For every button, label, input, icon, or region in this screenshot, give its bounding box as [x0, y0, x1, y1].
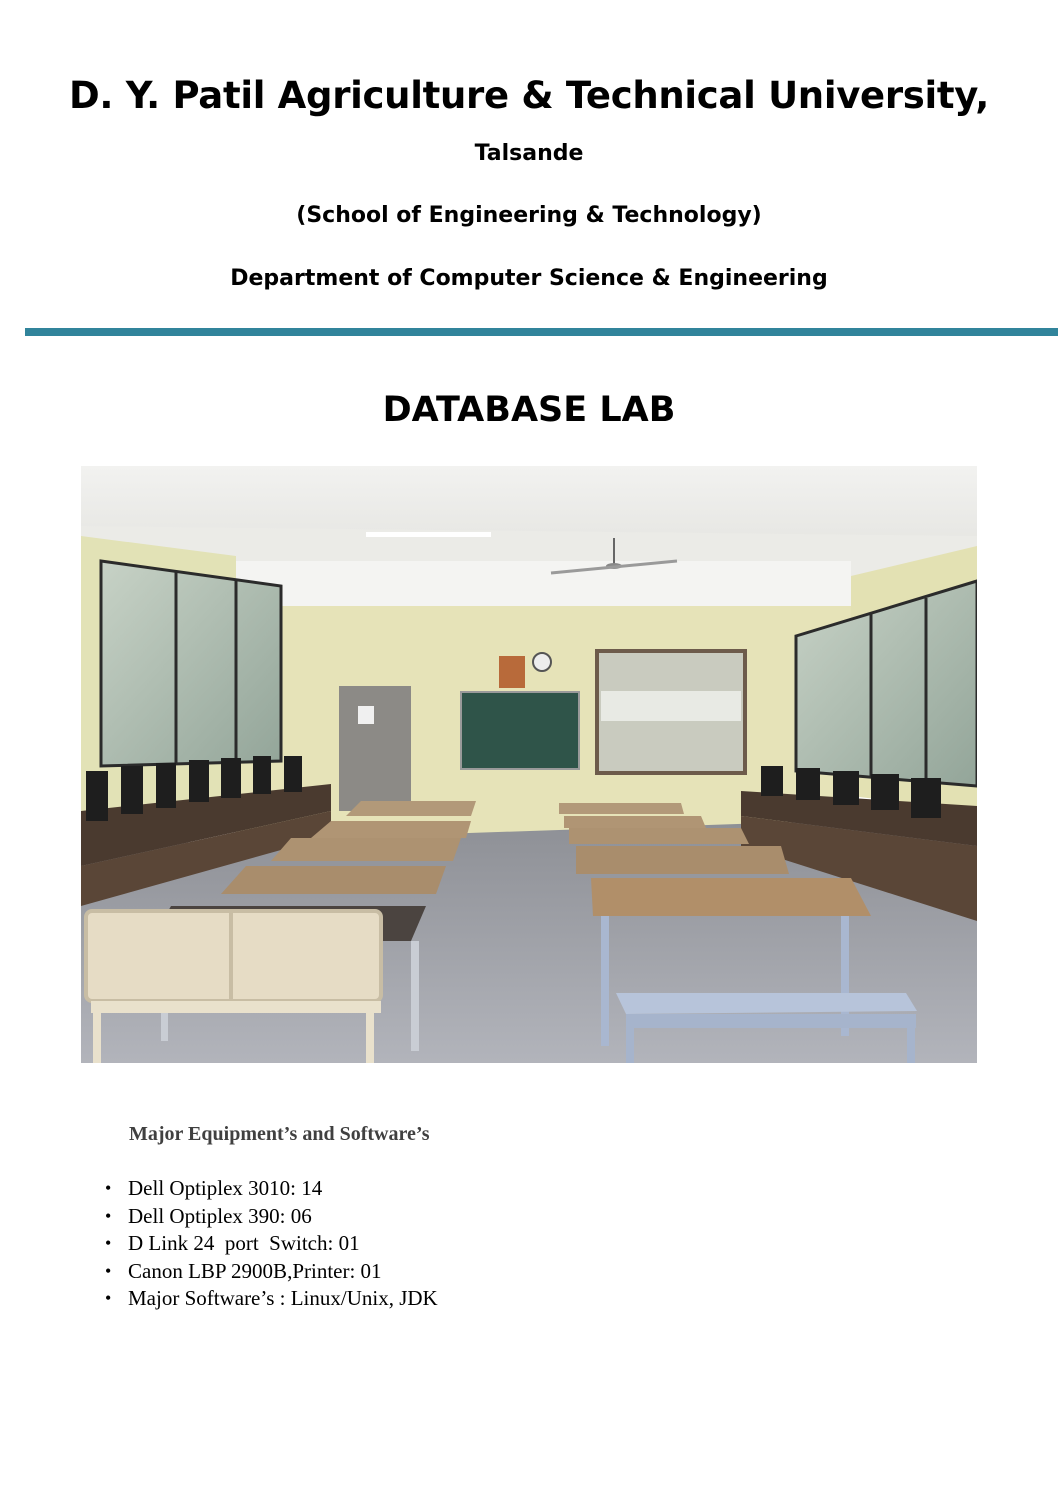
lab-title: DATABASE LAB: [382, 390, 676, 430]
equipment-list: [105, 1175, 438, 1313]
list-item: [105, 1285, 438, 1313]
location-name: Talsande: [474, 141, 584, 166]
equipment-item-text: D Link 24 port Switch: 01: [128, 1231, 360, 1255]
bullet-icon: •: [105, 1260, 112, 1281]
bullet-icon: •: [105, 1288, 112, 1308]
list-item: [105, 1175, 438, 1203]
bullet-icon: •: [105, 1233, 112, 1253]
equipment-item-text: Dell Optiplex 390: 06: [128, 1203, 312, 1228]
equipment-item-text: Canon LBP 2900B,Printer: 01: [128, 1258, 382, 1283]
bullet-icon: •: [105, 1178, 112, 1198]
equipment-item-text: Dell Optiplex 3010: 14: [128, 1176, 323, 1200]
list-item: [105, 1230, 438, 1258]
school-name: (School of Engineering & Technology): [296, 203, 762, 228]
list-item: [105, 1258, 438, 1286]
university-name: D. Y. Patil Agriculture & Technical University,: [69, 74, 989, 117]
bullet-icon: •: [105, 1205, 112, 1226]
header-divider: [25, 328, 1058, 336]
list-item: [105, 1203, 438, 1231]
lab-photo: [81, 466, 977, 1063]
equipment-item-text: Major Software’s : Linux/Unix, JDK: [128, 1286, 438, 1310]
department-name: Department of Computer Science & Engineering: [230, 266, 828, 291]
classroom-photo-illustration: [81, 466, 977, 1063]
equipment-heading: Major Equipment’s and Software’s: [129, 1123, 430, 1145]
